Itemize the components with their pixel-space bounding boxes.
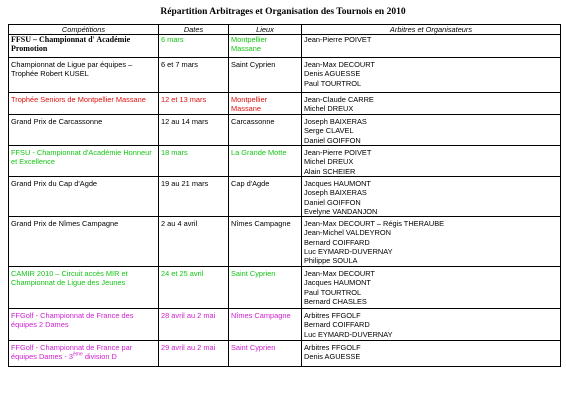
arbitres-cell	[302, 267, 561, 309]
date-cell: 6 et 7 mars	[159, 58, 229, 93]
table-row	[9, 217, 561, 267]
arbitre-name: Daniel GOIFFON	[304, 197, 361, 207]
table-row	[9, 267, 561, 309]
lieu-cell: Cap d'Agde	[229, 177, 302, 217]
arbitre-name: Jean-Michel VALDEYRON	[304, 228, 391, 238]
date-cell: 19 au 21 mars	[159, 177, 229, 217]
competition-cell: CAMIR 2010 – Circuit accès MIR et Championnat de Ligue des Jeunes	[9, 267, 159, 309]
arbitre-name: Jean-Max DECOURT	[304, 269, 375, 279]
lieu-cell: La Grande Motte	[229, 146, 302, 177]
arbitre-name: Luc EYMARD-DUVERNAY	[304, 329, 393, 339]
arbitre-name: Jean-Pierre POIVET	[304, 148, 372, 158]
competition-cell	[9, 341, 159, 367]
arbitre-name: Michel DREUX	[304, 104, 354, 114]
lieu-cell: Saint Cyprien	[229, 267, 302, 309]
date-cell: 18 mars	[159, 146, 229, 177]
competition-text-end: division D	[82, 352, 117, 362]
arbitres-cell	[302, 146, 561, 177]
competition-superscript: ème	[73, 351, 83, 358]
competition-cell: FFGolf - Championnat de France des équipes 2 Dames	[9, 309, 159, 341]
competition-cell: Grand Prix de Nîmes Campagne	[9, 217, 159, 267]
date-cell: 2 au 4 avril	[159, 217, 229, 267]
arbitre-name: Arbitres FFGOLF	[304, 343, 361, 353]
lieu-cell: Nîmes Campagne	[229, 309, 302, 341]
arbitre-name: Denis AGUESSE	[304, 352, 361, 362]
header-row	[9, 25, 561, 35]
arbitre-name: Joseph BAIXERAS	[304, 117, 367, 127]
lieu-cell: Saint Cyprien	[229, 341, 302, 367]
arbitres-cell	[302, 35, 561, 58]
date-cell: 28 avril au 2 mai	[159, 309, 229, 341]
arbitre-name: Bernard COIFFARD	[304, 237, 370, 247]
competition-cell: Grand Prix de Carcassonne	[9, 115, 159, 146]
competition-cell: FFSU - Championnat d'Académie Honneur et Excellence	[9, 146, 159, 177]
arbitre-name: Jean-Max DECOURT – Régis THERAUBE	[304, 219, 445, 229]
arbitre-name: Daniel GOIFFON	[304, 135, 361, 145]
arbitres-cell	[302, 93, 561, 115]
arbitre-name: Philippe SOULA	[304, 256, 358, 266]
arbitre-name: Jean-Max DECOURT	[304, 60, 375, 70]
table-row	[9, 93, 561, 115]
competition-cell: Championnat de Ligue par équipes – Trophée Robert KUSEL	[9, 58, 159, 93]
lieu-cell: Montpellier Massane	[229, 35, 302, 58]
arbitres-cell	[302, 115, 561, 146]
date-cell: 12 et 13 mars	[159, 93, 229, 115]
header-dates: Dates	[159, 25, 229, 35]
arbitre-name: Paul TOURTROL	[304, 78, 362, 88]
arbitre-name: Joseph BAIXERAS	[304, 188, 367, 198]
arbitres-cell	[302, 58, 561, 93]
arbitres-cell	[302, 341, 561, 367]
arbitre-name: Jacques HAUMONT	[304, 278, 371, 288]
arbitre-name: Jean-Claude CARRE	[304, 95, 374, 105]
document-title: Répartition Arbitrages et Organisation des Tournois en 2010	[160, 7, 406, 17]
tournament-table	[8, 24, 561, 367]
table-row	[9, 58, 561, 93]
header-lieux: Lieux	[229, 25, 302, 35]
table-row	[9, 309, 561, 341]
competition-cell: Trophée Seniors de Montpellier Massane	[9, 93, 159, 115]
arbitre-name: Denis AGUESSE	[304, 69, 361, 79]
arbitre-name: Bernard COIFFARD	[304, 320, 370, 330]
date-cell: 29 avril au 2 mai	[159, 341, 229, 367]
arbitres-cell	[302, 217, 561, 267]
lieu-cell: Montpellier Massane	[229, 93, 302, 115]
arbitre-name: Bernard CHASLES	[304, 296, 367, 306]
arbitres-cell	[302, 177, 561, 217]
header-arbitres: Arbitres et Organisateurs	[302, 25, 561, 35]
arbitre-name: Jean-Pierre POIVET	[304, 35, 372, 45]
arbitre-name: Michel DREUX	[304, 157, 354, 167]
table-row	[9, 146, 561, 177]
lieu-cell: Nîmes Campagne	[229, 217, 302, 267]
date-cell: 6 mars	[159, 35, 229, 58]
arbitre-name: Alain SCHEIER	[304, 166, 356, 176]
date-cell: 12 au 14 mars	[159, 115, 229, 146]
arbitre-name: Serge CLAVEL	[304, 126, 354, 136]
arbitre-name: Evelyne VANDANJON	[304, 206, 378, 216]
competition-text: FFGolf - Championnat de France par équipes Dames - 3	[11, 343, 133, 362]
table-row	[9, 177, 561, 217]
date-cell: 24 et 25 avril	[159, 267, 229, 309]
lieu-cell: Saint Cyprien	[229, 58, 302, 93]
arbitre-name: Paul TOURTROL	[304, 287, 362, 297]
table-row	[9, 341, 561, 367]
header-competitions: Compétitions	[9, 25, 159, 35]
competition-cell: Grand Prix du Cap d'Agde	[9, 177, 159, 217]
arbitre-name: Jacques HAUMONT	[304, 179, 371, 189]
competition-cell: FFSU – Championnat d' Académie Promotion	[9, 35, 159, 58]
arbitre-name: Arbitres FFGOLF	[304, 311, 361, 321]
lieu-cell: Carcassonne	[229, 115, 302, 146]
arbitre-name: Luc EYMARD-DUVERNAY	[304, 246, 393, 256]
table-row	[9, 35, 561, 58]
table-row	[9, 115, 561, 146]
arbitres-cell	[302, 309, 561, 341]
